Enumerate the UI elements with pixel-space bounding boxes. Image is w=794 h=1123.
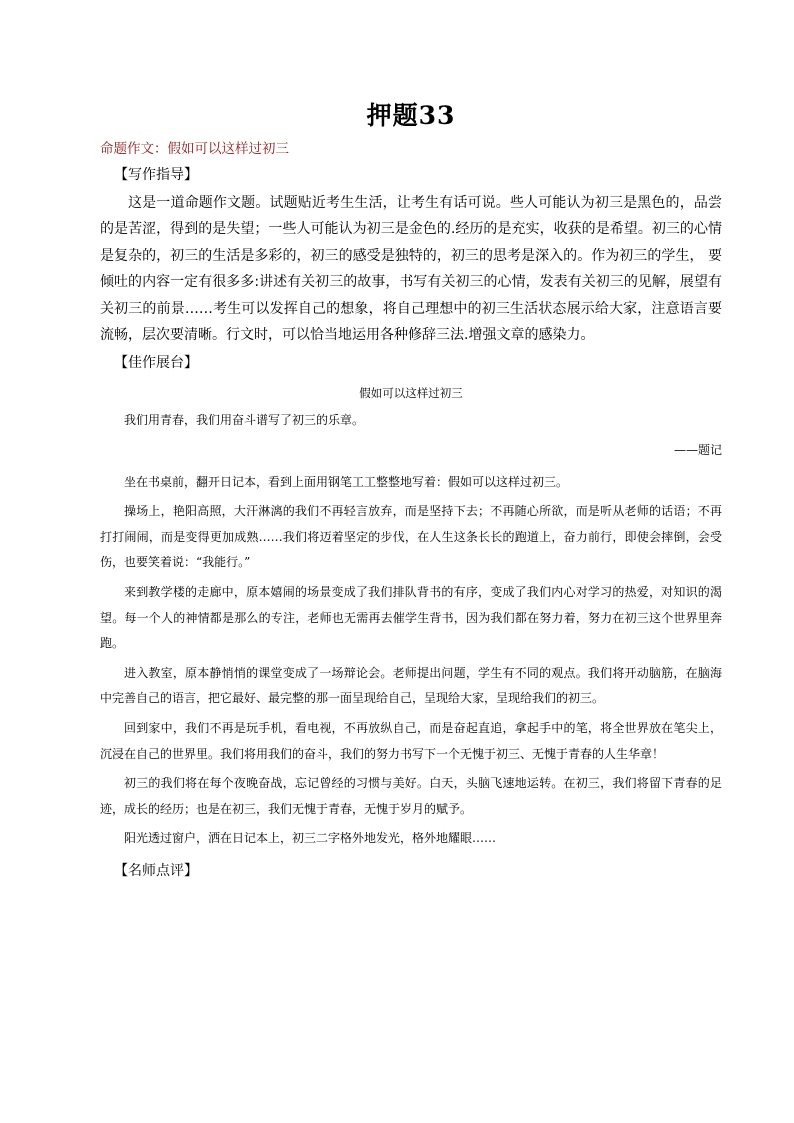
guide-heading: 【写作指导】 xyxy=(114,167,198,183)
essay-paragraph: 坐在书桌前，翻开日记本，看到上面用钢笔工工整整地写着：假如可以这样过初三。 xyxy=(124,474,569,489)
comment-heading: 【名师点评】 xyxy=(114,862,198,879)
essay-intro: 我们用青春，我们用奋斗谱写了初三的乐章。 xyxy=(124,413,365,428)
document-title: 押题33 xyxy=(366,101,456,130)
showcase-heading: 【佳作展台】 xyxy=(114,355,198,372)
essay-paragraph: 来到教学楼的走廊中，原本嬉闹的场景变成了我们排队背书的有序，变成了我们内心对学习的热爱，对知识的渴望。每一个人的神情都是那么的专注，老师也无需再去催学生背书，因为我们都在努力着，努力在初三这个世界里奔跑。 xyxy=(100,585,722,651)
essay-title: 假如可以这样过初三 xyxy=(359,386,463,401)
document-page xyxy=(100,100,722,886)
essay-paragraph: 初三的我们将在每个夜晚奋战，忘记曾经的习惯与美好。白天，头脑飞速地运转。在初三，我们将留下青春的足迹，成长的经历；也是在初三，我们无愧于青春，无愧于岁月的赋予。 xyxy=(100,776,722,816)
essay-paragraph: 回到家中，我们不再是玩手机，看电视，不再放纵自己，而是奋起直追，拿起手中的笔，将全世界放在笔尖上，沉浸在自己的世界里。我们将用我们的奋斗，我们的努力书写下一个无愧于初三、无愧于青春的人生华章！ xyxy=(100,720,722,761)
essay-paragraph: 操场上，艳阳高照，大汗淋漓的我们不再轻言放弃，而是坚持下去；不再随心所欲，而是听从老师的话语；不再打打闹闹，而是变得更加成熟……我们将迈着坚定的步伐，在人生这条长长的跑道上，奋力前行，即使会摔倒，会受伤，也要笑着说：“我能行。” xyxy=(100,504,722,570)
essay-paragraph: 阳光透过窗户，洒在日记本上，初三二字格外地发光，格外地耀眼…… xyxy=(124,831,497,846)
essay-paragraph: 进入教室，原本静悄悄的课堂变成了一场辩论会。老师提出问题，学生有不同的观点。我们将开动脑筋，在脑海中完善自己的语言，把它最好、最完整的那一面呈现给自己，呈现给大家，呈现给我们的初三。 xyxy=(100,665,722,706)
sample-essay xyxy=(100,384,722,852)
essay-topic: 命题作文：假如可以这样过初三 xyxy=(100,141,289,157)
essay-signature: ——题记 xyxy=(673,443,722,458)
guide-text: 这是一道命题作文题。试题贴近考生生活，让考生有话可说。些人可能认为初三是黑色的，品尝的是苦涩，得到的是失望；一些人可能认为初三是金色的.经历的是充实，收获的是希望。初三的心情是复杂的，初三的生活是多彩的，初三的感受是独特的，初三的思考是深入的。作为初三的学生， 要倾吐的内容一定有很多多:讲述有关初三的故事，书写有关初三的心情，发表有关初三的见解，展望有关初三的前景……考生可以发挥自己的想象，将自己理想中的初三生活状态展示给大家，注意语言要流畅，层次要清晰。行文时，可以恰当地运用各种修辞三法.增强文章的感染力。 xyxy=(100,195,722,344)
